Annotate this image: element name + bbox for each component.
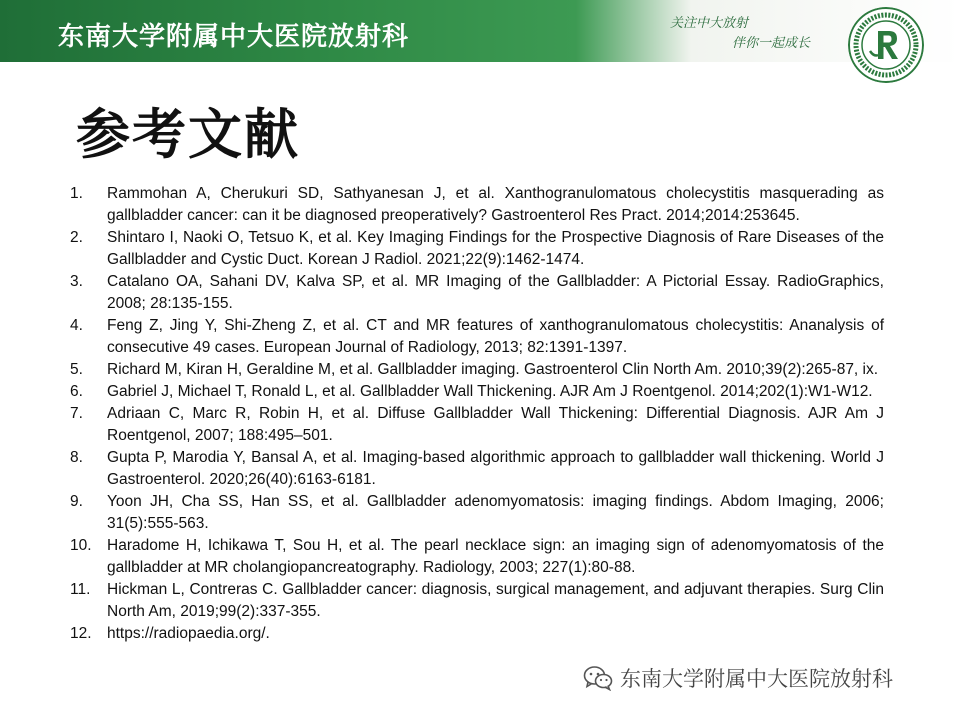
- page-title: 参考文献: [76, 103, 300, 166]
- reference-item: [70, 381, 884, 403]
- reference-item: [70, 491, 884, 535]
- reference-text: Feng Z, Jing Y, Shi-Zheng Z, et al. CT and MR features of xanthogranulomatous cholecystitis: Ananalysis of consecutive 49 cases. European Journal of Radiology, 2013; 82:1391-1397.: [107, 317, 884, 356]
- slogan-line-1: 关注中大放射: [670, 16, 749, 31]
- reference-item: [70, 403, 884, 447]
- reference-number: 5.: [70, 361, 83, 378]
- reference-item: [70, 271, 884, 315]
- reference-number: 4.: [70, 317, 83, 334]
- reference-number: 7.: [70, 405, 83, 422]
- reference-number: 10.: [70, 537, 92, 554]
- reference-number: 12.: [70, 625, 92, 642]
- reference-item: [70, 535, 884, 579]
- reference-text: Haradome H, Ichikawa T, Sou H, et al. The pearl necklace sign: an imaging sign of adenomyomatosis of the gallbladder at MR cholangiopancreatography. Radiology, 2003; 227(1):80-88.: [107, 537, 884, 576]
- reference-text: Adriaan C, Marc R, Robin H, et al. Diffuse Gallbladder Wall Thickening: Differential Diagnosis. AJR Am J Roentgenol, 2007; 188:495–501.: [107, 405, 884, 444]
- reference-number: 11.: [70, 581, 91, 598]
- reference-item: [70, 315, 884, 359]
- slogan: [670, 14, 810, 54]
- reference-number: 2.: [70, 229, 83, 246]
- reference-text: Gabriel J, Michael T, Ronald L, et al. Gallbladder Wall Thickening. AJR Am J Roentgenol. 2014;202(1):W1-W12.: [107, 383, 873, 400]
- reference-number: 3.: [70, 273, 83, 290]
- reference-item: [70, 623, 884, 645]
- reference-item: [70, 579, 884, 623]
- reference-list: [70, 183, 884, 645]
- slogan-line-2: 伴你一起成长: [731, 36, 810, 51]
- reference-item: [70, 227, 884, 271]
- header-banner: [0, 0, 960, 62]
- reference-text: Gupta P, Marodia Y, Bansal A, et al. Imaging-based algorithmic approach to gallbladder wall thickening. World J Gastroenterol. 2020;26(40):6163-6181.: [107, 449, 884, 488]
- reference-item: [70, 183, 884, 227]
- reference-number: 9.: [70, 493, 83, 510]
- hospital-name: 东南大学附属中大医院放射科: [58, 22, 410, 52]
- reference-number: 6.: [70, 383, 83, 400]
- wechat-icon: [583, 665, 613, 691]
- reference-item: [70, 359, 884, 381]
- reference-item: [70, 447, 884, 491]
- reference-number: 1.: [70, 185, 83, 202]
- reference-text: Yoon JH, Cha SS, Han SS, et al. Gallbladder adenomyomatosis: imaging findings. Abdom Imaging, 2006; 31(5):555-563.: [107, 493, 884, 532]
- reference-text[interactable]: https://radiopaedia.org/.: [107, 625, 270, 642]
- reference-text: Shintaro I, Naoki O, Tetsuo K, et al. Key Imaging Findings for the Prospective Diagnosis of Rare Diseases of the Gallbladder and Cystic Duct. Korean J Radiol. 2021;22(9):1462-1474.: [107, 229, 884, 268]
- reference-text: Rammohan A, Cherukuri SD, Sathyanesan J, et al. Xanthogranulomatous cholecystitis masquerading as gallbladder cancer: can it be diagnosed preoperatively? Gastroenterol Res Pract. 2014;2014:253645.: [107, 185, 884, 224]
- reference-text: Hickman L, Contreras C. Gallbladder cancer: diagnosis, surgical management, and adjuvant therapies. Surg Clin North Am, 2019;99(2):337-355.: [107, 581, 884, 620]
- reference-text: Richard M, Kiran H, Geraldine M, et al. Gallbladder imaging. Gastroenterol Clin North Am. 2010;39(2):265-87, ix.: [107, 361, 879, 378]
- hospital-logo-icon: [848, 7, 924, 83]
- reference-text: Catalano OA, Sahani DV, Kalva SP, et al. MR Imaging of the Gallbladder: A Pictorial Essay. RadioGraphics, 2008; 28:135-155.: [107, 273, 884, 312]
- reference-number: 8.: [70, 449, 83, 466]
- watermark-text: 东南大学附属中大医院放射科: [620, 667, 893, 691]
- wechat-watermark: [583, 663, 893, 693]
